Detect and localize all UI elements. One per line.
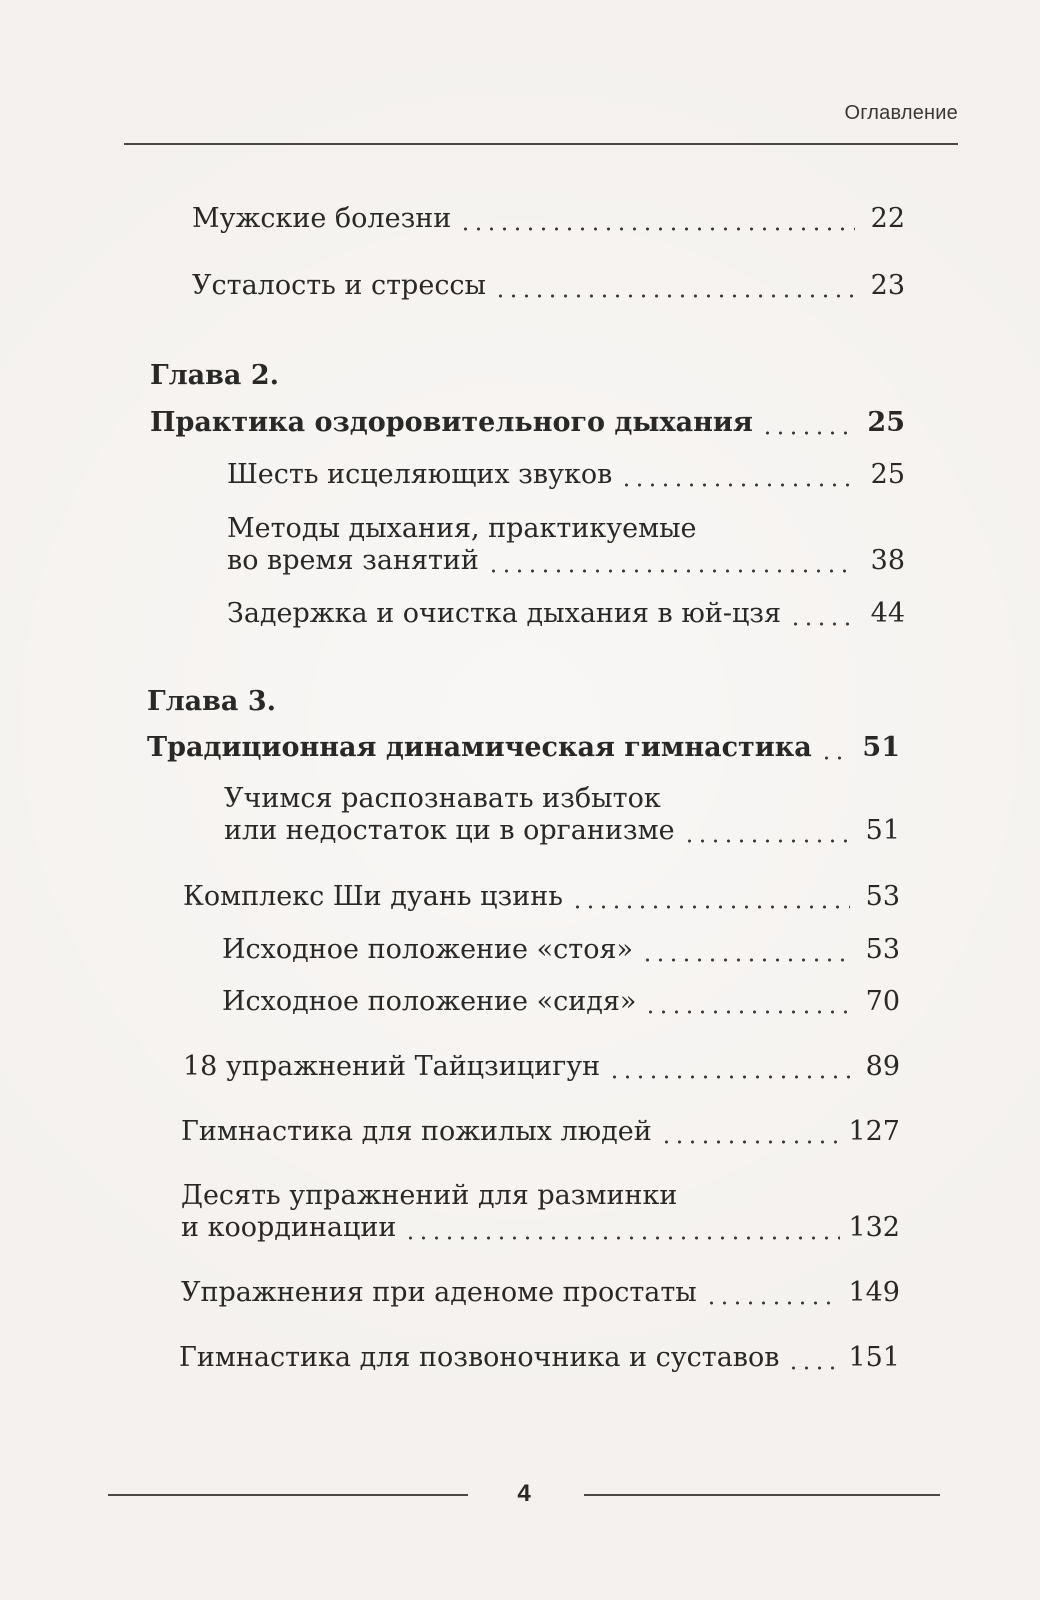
- toc-entry-title: Комплекс Ши дуань цзинь: [183, 881, 563, 912]
- toc-entry-page: 149: [848, 1277, 900, 1308]
- toc-entry-page: 22: [870, 203, 905, 234]
- dot-leader: [644, 995, 850, 1015]
- chapter-heading[interactable]: [147, 732, 900, 764]
- chapter-heading[interactable]: [150, 407, 905, 439]
- toc-entry[interactable]: [192, 203, 905, 235]
- toc-entry-page: 70: [865, 986, 900, 1017]
- toc-entry-page: 151: [848, 1342, 900, 1373]
- toc-entry-title: Гимнастика для позвоночника и суставов: [179, 1342, 780, 1373]
- toc-entry[interactable]: [183, 881, 900, 913]
- toc-entry-title: Шесть исцеляющих звуков: [227, 459, 613, 490]
- toc-entry-multiline[interactable]: [181, 1180, 900, 1244]
- dot-leader: [705, 1286, 841, 1306]
- toc-entry-page: 51: [865, 815, 900, 846]
- toc-entry-title: Задержка и очистка дыхания в юй-цзя: [227, 598, 782, 629]
- dot-leader: [404, 1221, 840, 1241]
- toc-entry-page: 25: [870, 459, 905, 490]
- dot-leader: [820, 741, 850, 761]
- footer-rule-right: [584, 1494, 940, 1496]
- toc-entry[interactable]: [227, 459, 905, 491]
- toc-entry[interactable]: [179, 1342, 900, 1374]
- toc-entry-page: 89: [865, 1051, 900, 1082]
- toc-entry-page: 38: [870, 545, 905, 576]
- toc-entry-title: Исходное положение «сидя»: [222, 986, 637, 1017]
- dot-leader: [787, 1351, 840, 1371]
- toc-entry-title-line1: Учимся распознавать избыток: [224, 783, 661, 814]
- dot-leader: [761, 416, 855, 436]
- toc-entry-title: Упражнения при аденоме простаты: [181, 1277, 697, 1308]
- toc-entry-title-line2: или недостаток ци в организме: [224, 815, 675, 846]
- toc-entry-page: 44: [870, 598, 905, 629]
- toc-entry-multiline[interactable]: [224, 783, 900, 847]
- toc-entry-page: 53: [865, 934, 900, 965]
- toc-entry-title: Гимнастика для пожилых людей: [181, 1116, 652, 1147]
- toc-entry-page: 23: [870, 270, 905, 301]
- dot-leader: [620, 468, 855, 488]
- dot-leader: [459, 212, 855, 232]
- dot-leader: [641, 943, 850, 963]
- running-head: Оглавление: [844, 102, 958, 124]
- chapter-label: Глава 2.: [150, 360, 280, 391]
- toc-entry[interactable]: [181, 1116, 900, 1148]
- toc-entry-page: 127: [848, 1116, 900, 1147]
- chapter-page: 25: [867, 407, 905, 438]
- toc-entry-title: Мужские болезни: [192, 203, 452, 234]
- dot-leader: [789, 607, 855, 627]
- toc-entry[interactable]: [192, 270, 905, 302]
- dot-leader: [571, 890, 850, 910]
- toc-entry[interactable]: [222, 934, 900, 966]
- toc-entry-title-line2: и координации: [181, 1212, 397, 1243]
- dot-leader: [683, 824, 850, 844]
- toc-entry[interactable]: [181, 1277, 900, 1309]
- toc-entry-title-line1: Десять упражнений для разминки: [181, 1180, 678, 1211]
- dot-leader: [660, 1125, 841, 1145]
- toc-entry-title-line1: Методы дыхания, практикуемые: [227, 513, 697, 544]
- footer-rule-left: [108, 1494, 468, 1496]
- toc-entry[interactable]: [183, 1051, 900, 1083]
- toc-entry-page: 132: [848, 1212, 900, 1243]
- dot-leader: [494, 279, 855, 299]
- toc-entry-title: 18 упражнений Тайцзицигун: [183, 1051, 601, 1082]
- toc-entry-title: Исходное положение «стоя»: [222, 934, 633, 965]
- toc-entry-page: 53: [865, 881, 900, 912]
- chapter-title: Традиционная динамическая гимнастика: [147, 732, 812, 763]
- dot-leader: [487, 554, 855, 574]
- toc-entry-title-line2: во время занятий: [227, 545, 479, 576]
- chapter-label: Глава 3.: [147, 686, 277, 717]
- chapter-title: Практика оздоровительного дыхания: [150, 407, 753, 438]
- toc-entry[interactable]: [222, 986, 900, 1018]
- page-number: 4: [517, 1480, 531, 1507]
- toc-entry[interactable]: [227, 598, 905, 630]
- toc-entry-title: Усталость и стрессы: [192, 270, 487, 301]
- chapter-page: 51: [862, 732, 900, 763]
- toc-entry-multiline[interactable]: [227, 513, 905, 577]
- dot-leader: [608, 1060, 850, 1080]
